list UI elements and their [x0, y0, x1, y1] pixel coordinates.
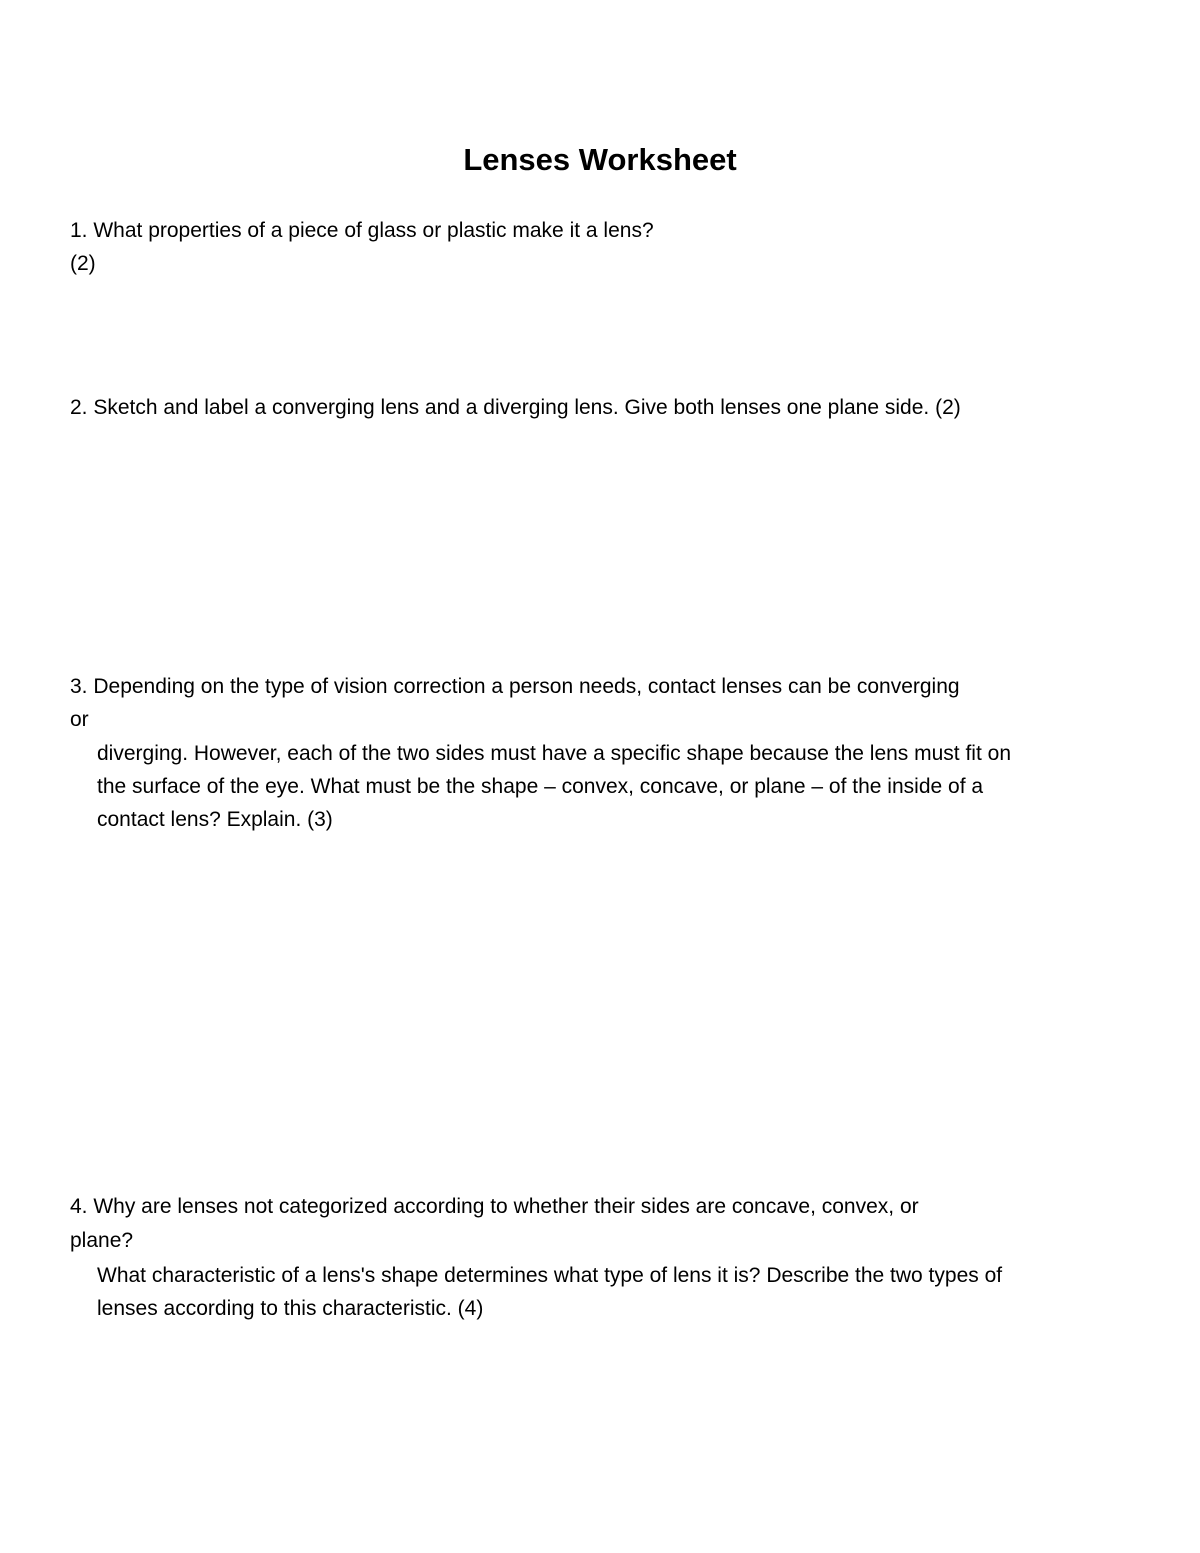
question-3-line-3: diverging. However, each of the two sides must have a specific shape because the lens must fit on — [97, 742, 1012, 765]
question-3-line-4: the surface of the eye. What must be the shape – convex, concave, or plane – of the inside of a — [97, 775, 984, 798]
question-3-line-5: contact lens? Explain. (3) — [97, 808, 333, 831]
question-3-line-1: 3. Depending on the type of vision correction a person needs, contact lenses can be converging — [70, 675, 960, 698]
question-3-line-2: or — [70, 708, 89, 731]
question-1-line-2: (2) — [70, 252, 96, 275]
worksheet-title: Lenses Worksheet — [463, 142, 737, 177]
question-4-line-2: plane? — [70, 1229, 134, 1252]
question-1-line-1: 1. What properties of a piece of glass or plastic make it a lens? — [70, 219, 654, 242]
question-4-line-1: 4. Why are lenses not categorized according to whether their sides are concave, convex, or — [70, 1195, 919, 1218]
question-2-line-1: 2. Sketch and label a converging lens and a diverging lens. Give both lenses one plane side. (2) — [70, 396, 961, 419]
question-4-line-3: What characteristic of a lens's shape determines what type of lens it is? Describe the two types of — [97, 1264, 1003, 1287]
question-4-line-4: lenses according to this characteristic. (4) — [97, 1297, 484, 1320]
